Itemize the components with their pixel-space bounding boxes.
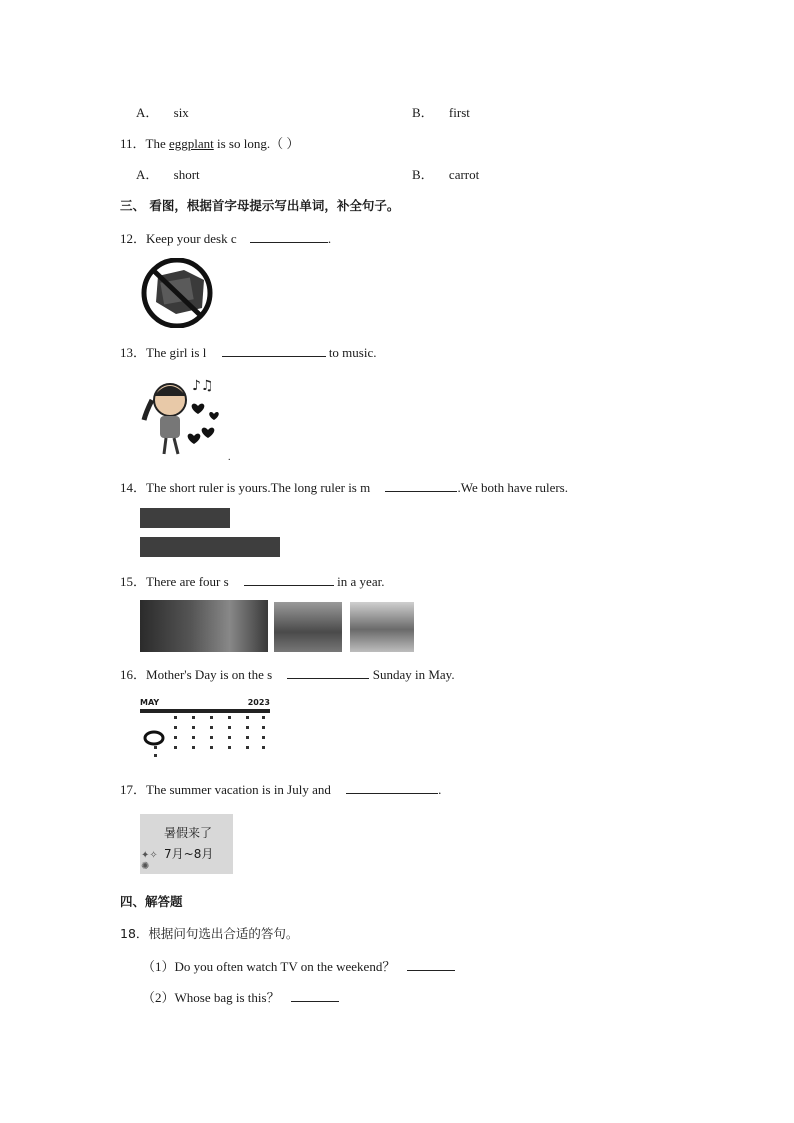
short-ruler-image bbox=[140, 508, 230, 528]
image-trailing-dot: . bbox=[228, 452, 231, 463]
autumn-scene-image bbox=[274, 602, 342, 652]
q11-option-b: B． carrot bbox=[412, 167, 480, 182]
q10-option-b: B． first bbox=[412, 105, 470, 120]
calendar-year: 2023 bbox=[247, 698, 270, 707]
answer-blank[interactable] bbox=[346, 781, 438, 794]
question-18: 18．根据问句选出合适的答句。 bbox=[120, 926, 299, 941]
question-17: 17．The summer vacation is in July and . bbox=[120, 782, 442, 797]
question-15: 15．There are four s in a year. bbox=[120, 574, 385, 589]
may-calendar-image bbox=[140, 698, 272, 760]
question-12: 12．Keep your desk c . bbox=[120, 231, 332, 246]
card-line-2: 7月~8月 bbox=[164, 847, 214, 861]
summer-vacation-card bbox=[140, 814, 233, 874]
card-line-1: 暑假来了 bbox=[164, 826, 213, 840]
answer-blank[interactable] bbox=[222, 344, 326, 357]
question-18-sub-2: （2）Whose bag is this？ bbox=[142, 989, 339, 1006]
answer-blank[interactable] bbox=[244, 573, 334, 586]
question-11: 11．The eggplant is so long.（ ） bbox=[120, 136, 300, 151]
svg-text:♪♫: ♪♫ bbox=[192, 378, 214, 394]
question-16: 16．Mother's Day is on the s Sunday in May. bbox=[120, 667, 455, 682]
calendar-grid bbox=[140, 714, 272, 760]
section-4-heading: 四、解答题 bbox=[120, 894, 183, 909]
sparkle-icon: ✦✧ ✺ bbox=[141, 850, 158, 872]
girl-listening-music-image bbox=[136, 374, 232, 462]
calendar-month: MAY bbox=[140, 698, 160, 707]
long-ruler-image bbox=[140, 537, 280, 557]
calendar-header-bar bbox=[140, 709, 270, 713]
question-18-sub-1: （1）Do you often watch TV on the weekend？ bbox=[142, 958, 455, 975]
question-13: 13．The girl is l to music. bbox=[120, 345, 377, 360]
answer-blank[interactable] bbox=[287, 666, 369, 679]
question-14: 14．The short ruler is yours.The long ruler is m .We both have rulers. bbox=[120, 480, 568, 495]
q10-option-a: A． six bbox=[136, 105, 189, 120]
answer-blank[interactable] bbox=[291, 989, 339, 1002]
answer-blank[interactable] bbox=[407, 958, 455, 971]
q11-option-a: A． short bbox=[136, 167, 200, 182]
underlined-word: eggplant bbox=[169, 136, 214, 151]
answer-blank[interactable] bbox=[250, 230, 328, 243]
messy-desk-prohibited-image bbox=[140, 258, 216, 328]
winter-scene-image bbox=[350, 602, 414, 652]
section-3-heading: 三、 看图，根据首字母提示写出单词，补全句子。 bbox=[120, 198, 400, 213]
spring-summer-scene-image bbox=[140, 600, 268, 652]
answer-blank[interactable] bbox=[385, 479, 457, 492]
